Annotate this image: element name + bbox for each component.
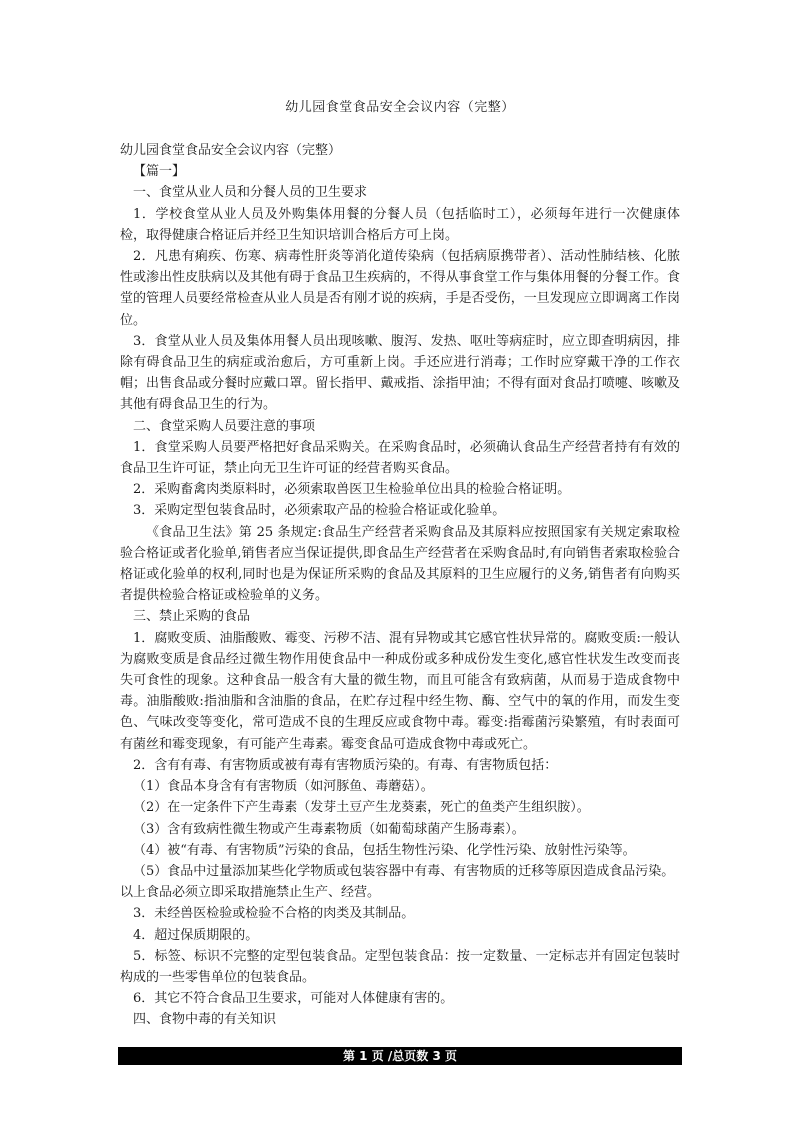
section-2-para-4: 《食品卫生法》第 25 条规定:食品生产经营者采购食品及其原料应按照国家有关规定索取检验合格证或者化验单,销售者应当保证提供,即食品生产经营者在采购食品时,有向销售者索取检验合格证或化验单的权利,同时也是为保证所采购的食品及其原料的卫生应履行的义务,销售者有向购买者提供检验合格证或检验单的义务。 — [120, 524, 680, 604]
page-footer — [118, 1047, 682, 1065]
section-3-para-1: 1．腐败变质、油脂酸败、霉变、污秽不洁、混有异物或其它感官性状异常的。腐败变质:一般认为腐败变质是食品经过微生物作用使食品中一种成份或多种成份发生变化,感官性状发生改变而丧失可食性的现象。这种食品一般含有大量的微生物，而且可能含有致病菌，从而易于造成食物中毒。油脂酸败:指油脂和含油脂的食品，在贮存过程中经生物、酶、空气中的氧的作用，而发生变色、气味改变等变化，常可造成不良的生理反应或食物中毒。霉变:指霉菌污染繁殖，有时表面可有菌丝和霉变现象，有可能产生毒素。霉变食品可造成食物中毒或死亡。 — [120, 630, 680, 752]
section-3-para-6: 6．其它不符合食品卫生要求，可能对人体健康有害的。 — [133, 991, 454, 1007]
section-1-para-3: 3．食堂从业人员及集体用餐人员出现咳嗽、腹泻、发热、呕吐等病症时，应立即查明病因，排除有碍食品卫生的病症或治愈后，方可重新上岗。手还应进行消毒；工作时应穿戴干净的工作衣帽；出售食品或分餐时应戴口罩。留长指甲、戴戒指、涂指甲油；不得有面对食品打喷嚏、咳嗽及其他有碍食品卫生的行为。 — [120, 333, 680, 413]
section-1-para-2: 2．凡患有痢疾、伤寒、病毒性肝炎等消化道传染病（包括病原携带者）、活动性肺结核、化脓性或渗出性皮肤病以及其他有碍于食品卫生疾病的，不得从事食堂工作与集体用餐的分餐工作。食堂的管理人员要经常检查从业人员是否有刚才说的疾病，手是否受伤，一旦发现应立即调离工作岗位。 — [120, 249, 680, 328]
section-1-para-1: 1．学校食堂从业人员及外购集体用餐的分餐人员（包括临时工），必须每年进行一次健康体检，取得健康合格证后并经卫生知识培训合格后方可上岗。 — [120, 206, 680, 243]
section-1-title: 一、食堂从业人员和分餐人员的卫生要求 — [133, 185, 368, 201]
body-heading: 幼儿园食堂食品安全会议内容（完整） — [120, 143, 342, 158]
section-3-item-4: （4）被“有毒、有害物质”污染的食品，包括生物性污染、化学性污染、放射性污染等。 — [133, 842, 636, 858]
part-label: 【篇一】 — [133, 164, 186, 180]
section-4-title: 四、食物中毒的有关知识 — [133, 1012, 277, 1028]
section-3-title: 三、禁止采购的食品 — [133, 609, 251, 625]
document-title: 幼儿园食堂食品安全会议内容（完整） — [285, 100, 515, 115]
section-2-para-2: 2．采购畜禽肉类原料时，必须索取兽医卫生检验单位出具的检验合格证明。 — [133, 482, 571, 498]
section-2-para-1: 1．食堂采购人员要严格把好食品采购关。在采购食品时，必须确认食品生产经营者持有有效的食品卫生许可证，禁止向无卫生许可证的经营者购买食品。 — [120, 439, 680, 477]
section-3-para-3: 3．未经兽医检验或检验不合格的肉类及其制品。 — [133, 906, 415, 922]
section-2-para-3: 3．采购定型包装食品时，必须索取产品的检验合格证或化验单。 — [133, 503, 506, 519]
section-3-para-2: 2．含有有毒、有害物质或被有毒有害物质污染的。有毒、有害物质包括： — [133, 757, 558, 773]
section-3-items-note: 以上食品必须立即采取措施禁止生产、经营。 — [120, 885, 381, 901]
section-3-para-4: 4．超过保质期限的。 — [133, 927, 259, 943]
section-2-title: 二、食堂采购人员要注意的事项 — [133, 418, 316, 434]
page-number: 第 1 页 /总页数 3 页 — [343, 1049, 457, 1063]
section-3-item-5: （5）食品中过量添加某些化学物质或包装容器中有毒、有害物质的迁移等原因造成食品污染。 — [133, 863, 675, 879]
section-3-item-2: （2）在一定条件下产生毒素（发芽土豆产生龙葵素，死亡的鱼类产生组织胺）。 — [133, 800, 590, 816]
section-3-para-5: 5．标签、标识不完整的定型包装食品。定型包装食品：按一定数量、一定标志并有固定包装时构成的一些零售单位的包装食品。 — [120, 948, 680, 985]
section-3-item-1: （1）食品本身含有有害物质（如河豚鱼、毒蘑菇）。 — [133, 779, 434, 795]
document-body — [120, 140, 680, 1031]
section-3-item-3: （3）含有致病性微生物或产生毒素物质（如葡萄球菌产生肠毒素）。 — [133, 821, 525, 837]
